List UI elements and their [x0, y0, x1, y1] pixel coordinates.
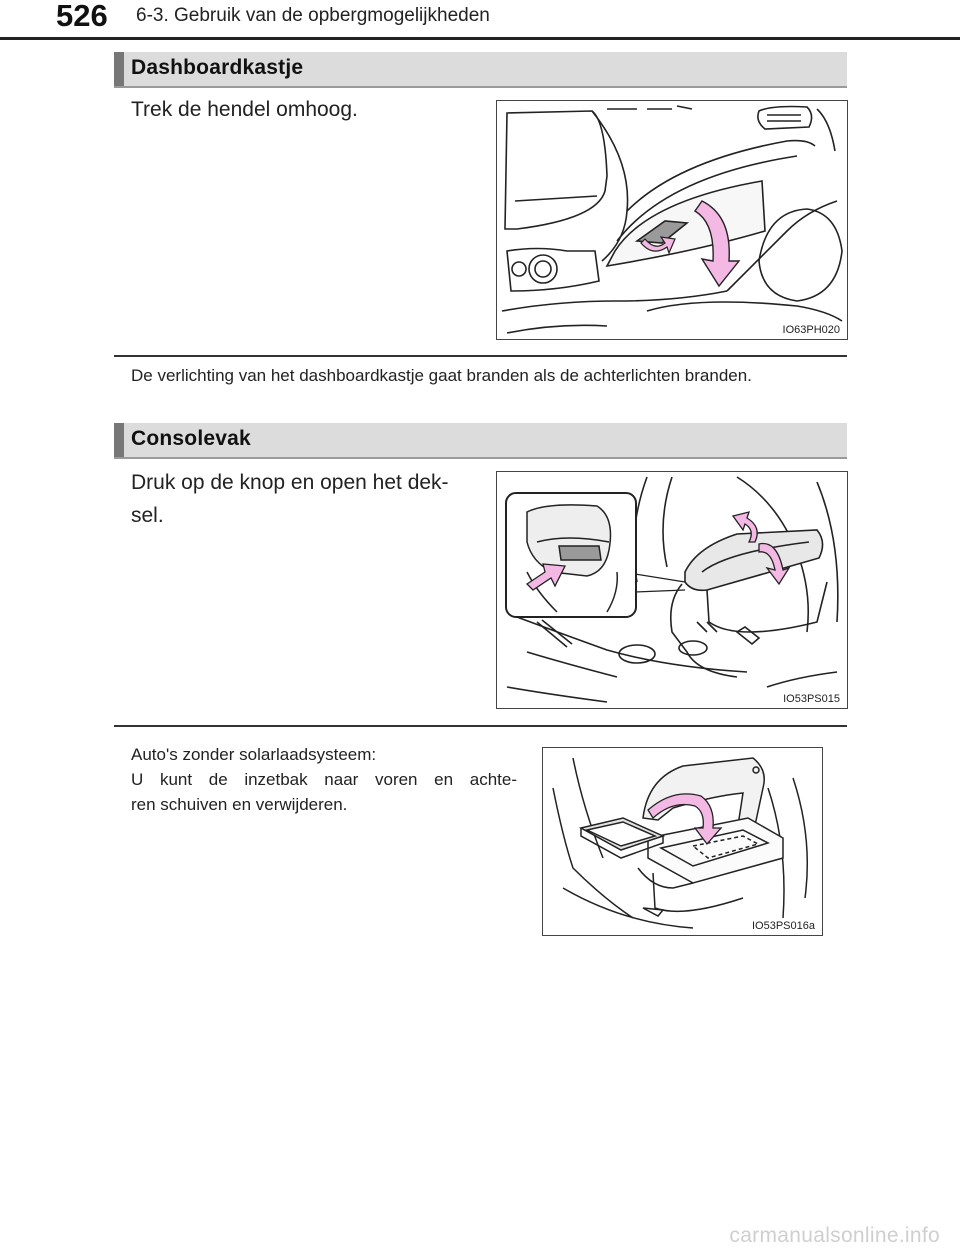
section-heading-consolevak [114, 423, 847, 459]
glovebox-illustration [496, 100, 848, 340]
figure-code: IO63PH020 [782, 324, 840, 336]
section-divider [114, 725, 847, 727]
section-title: Dashboardkastje [131, 56, 304, 79]
section-title: Consolevak [131, 427, 251, 450]
tray-instruction-line2: ren schuiven en verwijderen. [131, 795, 348, 814]
page-number: 526 [56, 0, 108, 33]
instruction-console-line2: sel. [131, 504, 164, 527]
section-accent [114, 52, 124, 86]
note-glovebox-light: De verlichting van het dashboardkastje gaat branden als de achterlichten branden. [131, 366, 752, 385]
instruction-console-line1: Druk op de knop en open het dek- [131, 471, 449, 494]
section-heading-dashboardkastje [114, 52, 847, 88]
tray-instruction-line1: U kunt de inzetbak naar voren en achte- [131, 770, 517, 789]
header-rule [0, 37, 960, 40]
console-illustration [496, 471, 848, 709]
instruction-glovebox: Trek de hendel omhoog. [131, 98, 358, 121]
chapter-heading: 6-3. Gebruik van de opbergmogelijkheden [136, 5, 490, 26]
console-drawing [497, 472, 847, 708]
figure-code: IO53PS016a [752, 920, 815, 932]
watermark: carmanualsonline.info [729, 1224, 940, 1247]
section-divider [114, 355, 847, 357]
glovebox-drawing [497, 101, 847, 339]
section-accent [114, 423, 124, 457]
console-tray-drawing [543, 748, 822, 935]
figure-code: IO53PS015 [783, 693, 840, 705]
console-tray-illustration [542, 747, 823, 936]
subheading-without-solar: Auto's zonder solarlaadsysteem: [131, 745, 377, 764]
